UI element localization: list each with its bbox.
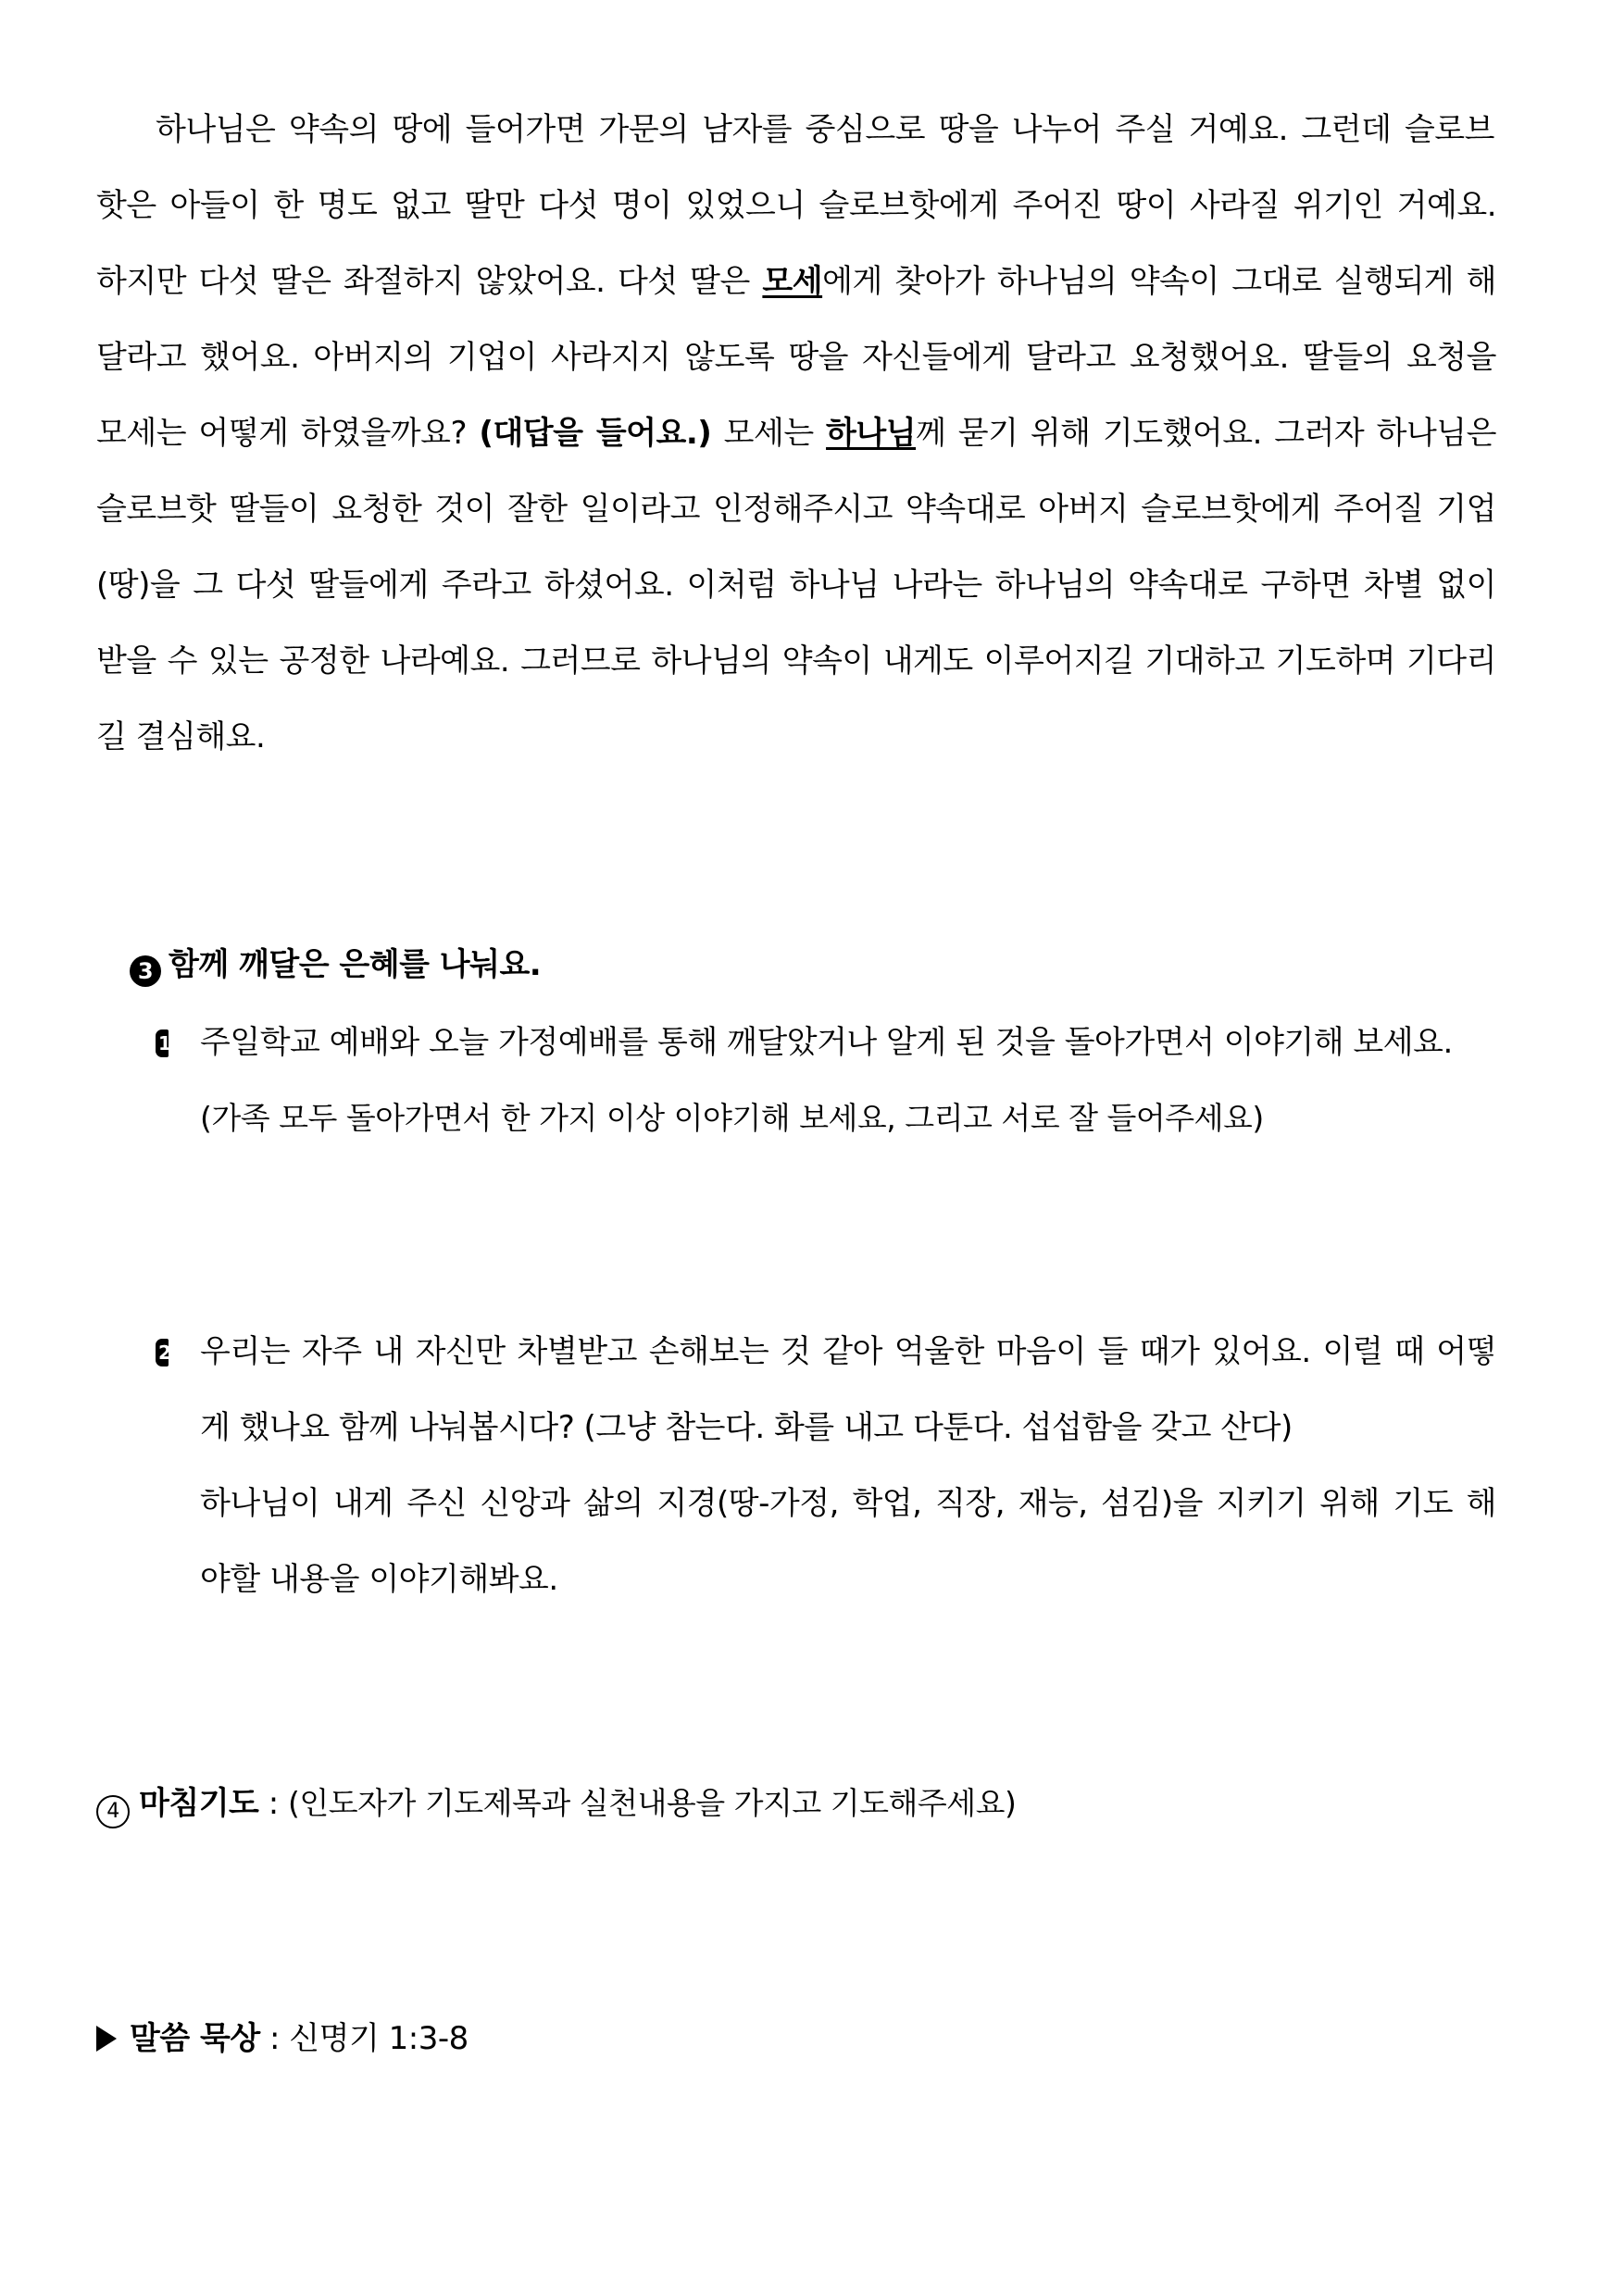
item2-line-3: [200, 1483, 1496, 1524]
paragraph-text: 께 묻기 위해 기도했어요. 그러자 하나님은: [916, 415, 1496, 452]
item2-line-1: [200, 1331, 1496, 1372]
highlight-god: 하나님: [826, 415, 917, 452]
paragraph-line-2: [96, 185, 1496, 226]
highlight-moses: 모세: [762, 263, 823, 300]
paragraph-line-8: [96, 641, 1496, 681]
item1-text: [200, 1022, 1453, 1063]
section3-title: 함께 깨달은 은혜를 나눠요.: [169, 946, 542, 983]
paragraph-text: (땅)을 그 다섯 딸들에게 주라고 하셨어요. 이처럼 하나님 나라는 하나님의 약속대로 구하면 차별 없이: [96, 567, 1496, 604]
item2-line-4: [200, 1559, 558, 1600]
item2-text: 야할 내용을 이야기해봐요.: [200, 1561, 558, 1598]
paragraph-line-5: [96, 413, 1496, 454]
section4-note: (인도자가 기도제목과 실천내용을 가지고 기도해주세요): [287, 1785, 1017, 1821]
item1-question: 주일학교 예배와 오늘 가정예배를 통해 깨달았거나 알게 된 것을 돌아가면서 이야기해 보세요.: [200, 1024, 1453, 1061]
meditation-line: [96, 2018, 469, 2059]
section4-closing-prayer: [96, 1783, 1016, 1828]
paragraph-text: 모세는: [711, 415, 827, 452]
item2-text: 하나님이 내게 주신 신앙과 삶의 지경(땅-가정, 학업, 직장, 재능, 섬김)을 지키기 위해 기도 해: [200, 1485, 1496, 1522]
answer-prompt: (대답을 들어요.): [479, 415, 712, 452]
paragraph-text: 길 결심해요.: [96, 718, 266, 755]
paragraph-text: 달라고 했어요. 아버지의 기업이 사라지지 않도록 땅을 자신들에게 달라고 요청했어요. 딸들의 요청을: [96, 339, 1496, 376]
meditation-title: 말씀 묵상: [130, 2020, 260, 2057]
paragraph-line-1: [156, 109, 1494, 150]
paragraph-text: 하지만 다섯 딸은 좌절하지 않았어요. 다섯 딸은: [96, 263, 763, 300]
paragraph-line-6: [96, 489, 1496, 530]
separator: :: [259, 2020, 290, 2057]
play-triangle-icon: [96, 2026, 117, 2052]
paragraph-text: 하나님은 약속의 땅에 들어가면 가문의 남자를 중심으로 땅을 나누어 주실 거예요. 그런데 슬로브: [156, 111, 1494, 148]
paragraph-text: 받을 수 있는 공정한 나라예요. 그러므로 하나님의 약속이 내게도 이루어지길 기대하고 기도하며 기다리: [96, 643, 1496, 680]
paragraph-text: 모세는 어떻게 하였을까요?: [96, 415, 480, 452]
separator: :: [258, 1785, 288, 1822]
paragraph-text: 핫은 아들이 한 명도 없고 딸만 다섯 명이 있었으니 슬로브핫에게 주어진 땅이 사라질 위기인 거예요.: [96, 187, 1496, 224]
item1-guidance: (가족 모두 돌아가면서 한 가지 이상 이야기해 보세요, 그리고 서로 잘 들어주세요): [200, 1100, 1264, 1136]
scripture-reference: 신명기 1:3-8: [289, 2020, 469, 2057]
paragraph-line-3: [96, 261, 1496, 302]
paragraph-line-4: [96, 337, 1496, 378]
item2-text: 우리는 자주 내 자신만 차별받고 손해보는 것 같아 억울한 마음이 들 때가 있어요. 이럴 때 어떻: [200, 1333, 1496, 1370]
item2-line-2: [200, 1407, 1293, 1448]
item1-marker-icon: 1: [156, 1029, 169, 1057]
section-number-badge: 4: [96, 1795, 130, 1828]
item2-text: 게 했나요 함께 나눠봅시다? (그냥 참는다. 화를 내고 다툰다. 섭섭함을 갖고 산다): [200, 1409, 1293, 1446]
section4-title: 마침기도: [139, 1785, 259, 1822]
paragraph-line-9: [96, 717, 265, 757]
section3-heading: [130, 944, 541, 987]
item2-marker-icon: 2: [156, 1339, 169, 1366]
paragraph-text: 에게 찾아가 하나님의 약속이 그대로 실행되게 해: [822, 263, 1497, 300]
section-number-badge: 3: [130, 955, 161, 987]
paragraph-text: 슬로브핫 딸들이 요청한 것이 잘한 일이라고 인정해주시고 약속대로 아버지 슬로브핫에게 주어질 기업: [96, 491, 1496, 528]
paragraph-line-7: [96, 565, 1496, 605]
item1-note: [200, 1098, 1264, 1139]
